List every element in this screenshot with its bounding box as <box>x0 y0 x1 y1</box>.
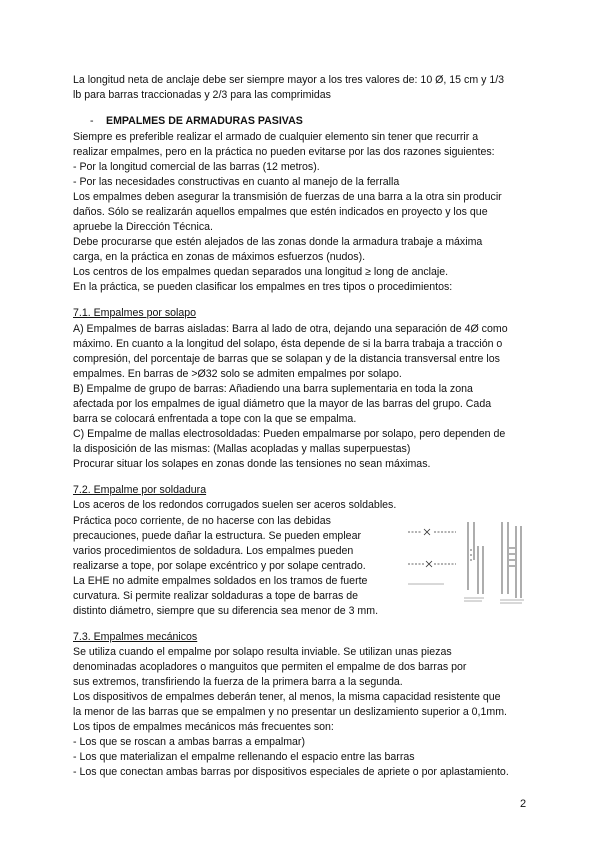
s72-line: Los aceros de los redondos corrugados suelen ser aceros soldables. <box>73 499 397 511</box>
s73-line: la menor de las barras que se empalmen y no presentar un deslizamiento superior a 0,1mm. <box>73 706 507 718</box>
s73-line: Los tipos de empalmes mecánicos más frecuentes son: <box>73 721 334 733</box>
s73-line: Los dispositivos de empalmes deberán tener, al menos, la misma capacidad resistente que <box>73 691 501 703</box>
s73-line: - Los que materializan el empalme rellenando el espacio entre las barras <box>73 751 415 763</box>
s73-line: sus extremos, transfiriendo la fuerza de la primera barra a la segunda. <box>73 676 403 688</box>
s72-line: Práctica poco corriente, de no hacerse con las debidas <box>73 515 331 527</box>
s73-line: Se utiliza cuando el empalme por solapo resulta inviable. Se utilizan unas piezas <box>73 646 452 658</box>
section-7-3-heading: 7.3. Empalmes mecánicos <box>73 631 198 643</box>
general-line: - Por la longitud comercial de las barras (12 metros). <box>73 161 320 173</box>
s72-line: La EHE no admite empalmes soldados en los tramos de fuerte <box>73 575 368 587</box>
intro-line-1: La longitud neta de anclaje debe ser siempre mayor a los tres valores de: 10 Ø, 15 cm y 1/3 <box>73 74 505 86</box>
s71-line: compresión, del porcentaje de barras que se solapan y de la distancia transversal entre los <box>73 353 500 365</box>
s71-line: afectada por los empalmes de igual diámetro que la mayor de las barras del grupo. Cada <box>73 398 492 410</box>
s71-line: máximo. En cuanto a la longitud del solapo, ésta depende de si la barra trabaja a tracción o <box>73 338 503 350</box>
s71-line: B) Empalme de grupo de barras: Añadiendo una barra suplementaria en toda la zona <box>73 383 473 395</box>
section-title: EMPALMES DE ARMADURAS PASIVAS <box>106 115 303 127</box>
section-7-2-heading: 7.2. Empalme por soldadura <box>73 484 207 496</box>
s71-line: Procurar situar los solapes en zonas donde las tensiones no sean máximas. <box>73 458 431 470</box>
s71-line: barra se colocará enfrentada a tope con la que se empalma. <box>73 413 357 425</box>
welded-splice-figure <box>404 520 530 604</box>
intro-line-2: lb para barras traccionadas y 2/3 para las comprimidas <box>73 89 331 101</box>
section-7-1-heading: 7.1. Empalmes por solapo <box>73 307 197 319</box>
s71-line: la disposición de las mismas: (Mallas acopladas y mallas superpuestas) <box>73 443 411 455</box>
s72-line: curvatura. Si permite realizar soldaduras a tope de barras de <box>73 590 359 602</box>
general-line: apruebe la Dirección Técnica. <box>73 221 213 233</box>
s71-line: empalmes. En barras de >Ø32 solo se admiten empalmes por solapo. <box>73 368 402 380</box>
general-line: Los empalmes deben asegurar la transmisión de fuerzas de una barra a la otra sin producir <box>73 191 502 203</box>
s72-line: varios procedimientos de soldadura. Los empalmes pueden <box>73 545 354 557</box>
general-line: realizar empalmes, pero en la práctica no pueden evitarse por las dos razones siguientes: <box>73 146 495 158</box>
general-line: carga, en la práctica en zonas de máximos esfuerzos (nudos). <box>73 251 366 263</box>
general-line: daños. Sólo se realizarán aquellos empalmes que estén indicados en proyecto y los que <box>73 206 488 218</box>
s73-line: - Los que se roscan a ambas barras a empalmar) <box>73 736 305 748</box>
general-line: Los centros de los empalmes quedan separados una longitud ≥ long de anclaje. <box>73 266 449 278</box>
s71-line: C) Empalme de mallas electrosoldadas: Pueden empalmarse por solapo, pero dependen de <box>73 428 506 440</box>
s72-line: precauciones, puede dañar la estructura. Se pueden emplear <box>73 530 361 542</box>
section-bullet: - <box>90 115 94 127</box>
general-line: - Por las necesidades constructivas en cuanto al manejo de la ferralla <box>73 176 400 188</box>
general-line: Siempre es preferible realizar el armado de cualquier elemento sin tener que recurrir a <box>73 131 479 143</box>
s73-line: denominadas acopladores o manguitos que permiten el empalme de dos barras por <box>73 661 467 673</box>
general-line: Debe procurarse que estén alejados de las zonas donde la armadura trabaje a máxima <box>73 236 483 248</box>
s71-line: A) Empalmes de barras aisladas: Barra al lado de otra, dejando una separación de 4Ø como <box>73 323 508 335</box>
page-number: 2 <box>520 798 527 810</box>
general-line: En la práctica, se pueden clasificar los empalmes en tres tipos o procedimientos: <box>73 281 453 293</box>
s72-line: distinto diámetro, siempre que su diferencia sea menor de 3 mm. <box>73 605 379 617</box>
s73-line: - Los que conectan ambas barras por dispositivos especiales de apriete o por aplastamiento. <box>73 766 509 778</box>
s72-line: realizarse a tope, por solape excéntrico y por solape centrado. <box>73 560 366 572</box>
